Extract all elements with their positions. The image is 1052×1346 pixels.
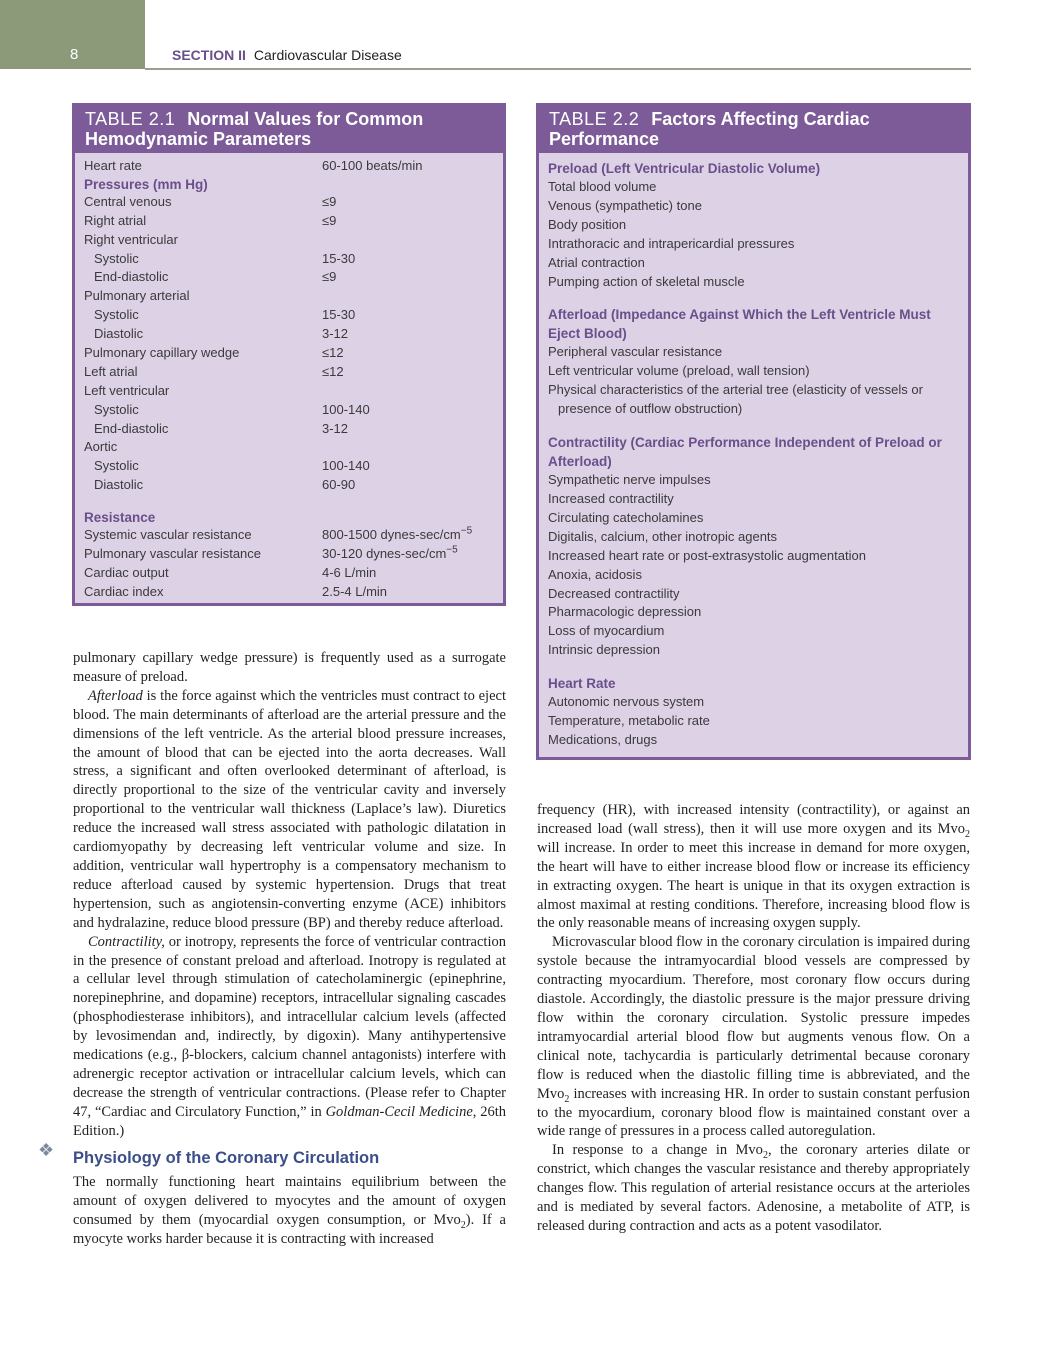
- table-subheading: Pressures (mm Hg): [84, 176, 208, 192]
- paragraph-contractility: [73, 933, 506, 1141]
- row-value-text: 3-12: [322, 420, 349, 436]
- table-row: [75, 193, 503, 212]
- paragraph: [537, 1141, 970, 1236]
- paragraph: [73, 649, 506, 687]
- row-value: [322, 583, 387, 602]
- table-row: [75, 250, 503, 269]
- row-value: [322, 268, 336, 287]
- list-item: Atrial contraction: [548, 254, 645, 270]
- row-label: Pulmonary capillary wedge: [84, 345, 240, 361]
- row-label: Aortic: [84, 439, 118, 455]
- page-number: 8: [70, 46, 79, 63]
- paragraph: [537, 933, 970, 1141]
- table-row: [75, 268, 503, 287]
- row-value-text: 3-12: [322, 326, 349, 342]
- list-item: Pharmacologic depression: [548, 604, 702, 620]
- section-heading: Physiology of the Coronary Circulation: [73, 1148, 380, 1167]
- table-2-2-header: [539, 106, 968, 153]
- cross-reference-diamond-icon: ❖: [38, 1140, 55, 1160]
- row-value-text: ≤9: [322, 212, 337, 228]
- row-label: Left atrial: [84, 363, 138, 379]
- row-label: Systemic vascular resistance: [84, 527, 252, 543]
- paragraph-text: increases with increasing HR. In order to sustain constant perfusion to the myocardium, coronary blood flow is maintained constant over a wide range of pressures in a process called autoregulation.: [537, 1085, 970, 1140]
- list-item: Digitalis, calcium, other inotropic agents: [548, 528, 778, 544]
- row-value: [322, 306, 355, 325]
- row-label: Heart rate: [84, 158, 142, 173]
- row-value: [322, 212, 336, 231]
- table-subheading: Heart Rate: [548, 676, 616, 692]
- list-item: Increased heart rate or post-extrasystolic augmentation: [548, 547, 866, 563]
- citation-title: Goldman-Cecil Medicine: [325, 1103, 473, 1120]
- row-label: End-diastolic: [94, 420, 169, 436]
- row-value: [322, 545, 458, 564]
- list-item: Sympathetic nerve impulses: [548, 472, 711, 488]
- table-row: [75, 287, 503, 306]
- paragraph: [537, 801, 970, 933]
- table-2-2-number: TABLE 2.2: [549, 109, 640, 129]
- table-subheading: Contractility (Cardiac Performance Independent of Preload or Afterload): [548, 435, 942, 470]
- list-item: Loss of myocardium: [548, 623, 665, 639]
- list-item: Intrathoracic and intrapericardial pressures: [548, 235, 795, 251]
- row-label: Right ventricular: [84, 231, 178, 247]
- row-label: Diastolic: [94, 326, 144, 342]
- table-2-2-body: [539, 159, 968, 750]
- subscript: 2: [762, 1150, 768, 1162]
- subscript: 2: [460, 1220, 466, 1232]
- table-row: [75, 438, 503, 457]
- table-row: [75, 344, 503, 363]
- table-2-1-title: Normal Values for Common Hemodynamic Parameters: [85, 109, 424, 149]
- paragraph-text: Microvascular blood flow in the coronary circulation is impaired during systole because the intramyocardial blood vessels are compressed by contracting myocardium. Therefore, most coronary flow occurs during diastole. Accordingly, the diastolic pressure is the major pressure driving flow within the coronary circulation. Systolic pressure impedes intramyocardial arterial blood flow but augments venous flow. On a clinical note, tachycardia is particularly detrimental because coronary flow is reduced when the diastolic filling time is abbreviated, and the Mvo: [537, 934, 970, 1102]
- row-label: Diastolic: [94, 477, 144, 493]
- list-item: Decreased contractility: [548, 585, 680, 601]
- table-row: [75, 564, 503, 583]
- list-item: Venous (sympathetic) tone: [548, 197, 702, 213]
- right-column-text: [537, 801, 970, 1236]
- paragraph-text: is the force against which the ventricles must contract to eject blood. The main determinants of afterload are the arterial pressure and the dimensions of the left ventricle. As the arterial blood pressure increases, the amount of blood that can be ejected into the aorta decreases. Wall stress, a significant and often overlooked determinant of afterload, is directly proportional to the size of the ventricular cavity and inversely proportional to the ventricular wall thickness (Laplace’s law). Diuretics reduce the increased wall stress associated with pathologic dilatation in cardiomyopathy by decreasing left ventricular volume and size. In addition, ventricular wall hypertrophy is a compensatory mechanism to reduce afterload caused by systemic hypertension. Drugs that treat hypertension, such as angiotensin-converting enzyme (ACE) inhibitors and hydralazine, reduce blood pressure (BP) and thereby reduce afterload.: [73, 687, 506, 931]
- row-value-text: 4-6 L/min: [322, 564, 377, 580]
- list-item: Anoxia, acidosis: [548, 566, 642, 582]
- table-row: [75, 545, 503, 564]
- paragraph-text: The normally functioning heart maintains equilibrium between the amount of oxygen delivered to myocytes and the amount of oxygen consumed by them (myocardial oxygen consumption, or Mvo: [73, 1174, 506, 1229]
- table-row: [75, 420, 503, 439]
- list-item: Medications, drugs: [548, 731, 658, 747]
- table-2-1-body: [75, 153, 503, 602]
- table-subheading: Afterload (Impedance Against Which the Left Ventricle Must Eject Blood): [548, 307, 931, 342]
- subscript: 2: [564, 1093, 570, 1105]
- paragraph-text: pulmonary capillary wedge pressure) is frequently used as a surrogate measure of preload.: [73, 650, 506, 685]
- list-item: Increased contractility: [548, 490, 674, 506]
- row-value: [322, 344, 344, 363]
- left-column-text: [73, 649, 506, 1249]
- table-2-2: [536, 103, 971, 760]
- row-value-text: 60-100 beats/min: [322, 158, 423, 173]
- list-item: Physical characteristics of the arterial tree (elasticity of vessels or presence of outflow obstruction): [548, 382, 923, 417]
- table-row: [75, 212, 503, 231]
- table-row: [75, 583, 503, 602]
- row-value-text: ≤9: [322, 193, 337, 209]
- table-2-1: [72, 103, 506, 606]
- subscript: 2: [965, 828, 970, 840]
- list-item: Body position: [548, 216, 627, 232]
- list-item: Intrinsic depression: [548, 642, 660, 658]
- running-header: [172, 47, 402, 63]
- list-item: Peripheral vascular resistance: [548, 344, 723, 360]
- row-value-text: ≤12: [322, 345, 344, 361]
- row-value: [322, 420, 348, 439]
- row-value: [322, 325, 348, 344]
- row-value-text: 100-140: [322, 401, 370, 417]
- section-title: Cardiovascular Disease: [253, 47, 402, 63]
- row-value-text: 60-90: [322, 477, 356, 493]
- table-row: [75, 476, 503, 495]
- row-value-text: 30-120 dynes-sec/cm: [322, 546, 447, 562]
- paragraph-text: , the coronary arteries dilate or constrict, which changes the vascular resistance and thereby appropriately changes flow. This regulation of arterial resistance occurs at the arterioles and is mediated by several factors. Adenosine, a metabolite of ATP, is released during contraction and acts as a potent vasodilator.: [537, 1142, 970, 1234]
- superscript: −5: [446, 544, 458, 556]
- header-rule: [145, 68, 971, 70]
- list-item: Total blood volume: [548, 179, 657, 194]
- list-item: Circulating catecholamines: [548, 509, 704, 525]
- paragraph-afterload: [73, 687, 506, 933]
- row-value: [322, 401, 370, 420]
- table-row: [75, 457, 503, 476]
- list-item: Pumping action of skeletal muscle: [548, 273, 745, 289]
- row-value-text: 15-30: [322, 307, 356, 323]
- row-label: Pulmonary vascular resistance: [84, 546, 262, 562]
- paragraph-text: will increase. In order to meet this increase in demand for more oxygen, the heart will have to either increase blood flow or increase its efficiency in extracting oxygen. The heart is unique in that its oxygen extraction is almost maximal at resting conditions. Therefore, increasing blood flow is the only reasonable means of increasing oxygen supply.: [537, 839, 970, 932]
- paragraph-text: or inotropy, represents the force of ventricular contraction in the presence of constant preload and afterload. Inotropy is regulated at a cellular level through stimulation of catecholaminergic (epinephrine, norepinephrine, and dopamine) receptors, intracellular signaling cascades (phosphodiesterase inhibitors), and intracellular calcium levels (affected by levosimendan and, indirectly, by digoxin). Many antihypertensive medications (e.g., β-blockers, calcium channel antagonists) interfere with adrenergic receptor activation or intracellular calcium levels, which can decrease the strength of ventricular contractions. (Please refer to Chapter 47, “Cardiac and Circulatory Function,” in: [73, 933, 506, 1120]
- table-row: [75, 325, 503, 344]
- table-2-1-number: TABLE 2.1: [85, 109, 176, 129]
- table-row: [75, 401, 503, 420]
- paragraph-text: frequency (HR), with increased intensity (contractility), or against an increased load (wall stress), then it will use more oxygen and its Mvo: [537, 802, 970, 837]
- row-label: Central venous: [84, 193, 172, 209]
- row-label: End-diastolic: [94, 269, 169, 285]
- row-label: Systolic: [94, 250, 139, 266]
- table-subheading: Resistance: [84, 510, 156, 526]
- row-value: [322, 564, 376, 583]
- row-value-text: 15-30: [322, 250, 356, 266]
- row-label: Right atrial: [84, 212, 147, 228]
- row-value-text: 2.5-4 L/min: [322, 583, 388, 599]
- table-row: [75, 306, 503, 325]
- table-row: [75, 363, 503, 382]
- row-label: Systolic: [94, 307, 139, 323]
- row-label: Systolic: [94, 401, 139, 417]
- row-value: [322, 250, 355, 269]
- row-label: Cardiac index: [84, 583, 164, 599]
- list-item: Left ventricular volume (preload, wall tension): [548, 363, 810, 379]
- row-label: Left ventricular: [84, 382, 170, 398]
- table-row: [75, 157, 503, 176]
- row-value-text: ≤9: [322, 269, 337, 285]
- term-contractility: Contractility,: [88, 933, 165, 950]
- paragraph-text: , 26th Edition.): [73, 1103, 507, 1139]
- row-value-text: 100-140: [322, 458, 370, 474]
- paragraph-coronary: [73, 1173, 506, 1249]
- list-item: Autonomic nervous system: [548, 694, 705, 710]
- row-value: [322, 457, 370, 476]
- term-afterload: Afterload: [88, 687, 143, 704]
- row-label: Cardiac output: [84, 564, 169, 580]
- row-label: Pulmonary arterial: [84, 288, 190, 304]
- superscript: −5: [460, 525, 473, 537]
- row-value-text: ≤12: [322, 363, 344, 379]
- table-row: [75, 231, 503, 250]
- row-value: [322, 363, 344, 382]
- table-row: [75, 382, 503, 401]
- table-row: [75, 526, 503, 545]
- table-subheading: Preload (Left Ventricular Diastolic Volume): [548, 161, 821, 176]
- list-item: Temperature, metabolic rate: [548, 713, 710, 729]
- row-value: [322, 526, 472, 545]
- row-value: [322, 193, 336, 212]
- row-label: Systolic: [94, 458, 139, 474]
- row-value-text: 800-1500 dynes-sec/cm: [322, 527, 461, 543]
- paragraph-text: In response to a change in Mvo: [552, 1142, 763, 1159]
- paragraph-text: ). If a myocyte works harder because it is contracting with increased: [73, 1212, 506, 1248]
- section-label: SECTION II: [172, 47, 246, 63]
- table-2-1-header: [75, 106, 503, 153]
- row-value: [322, 157, 422, 176]
- row-value: [322, 476, 355, 495]
- table-2-2-title: Factors Affecting Cardiac Performance: [549, 109, 870, 149]
